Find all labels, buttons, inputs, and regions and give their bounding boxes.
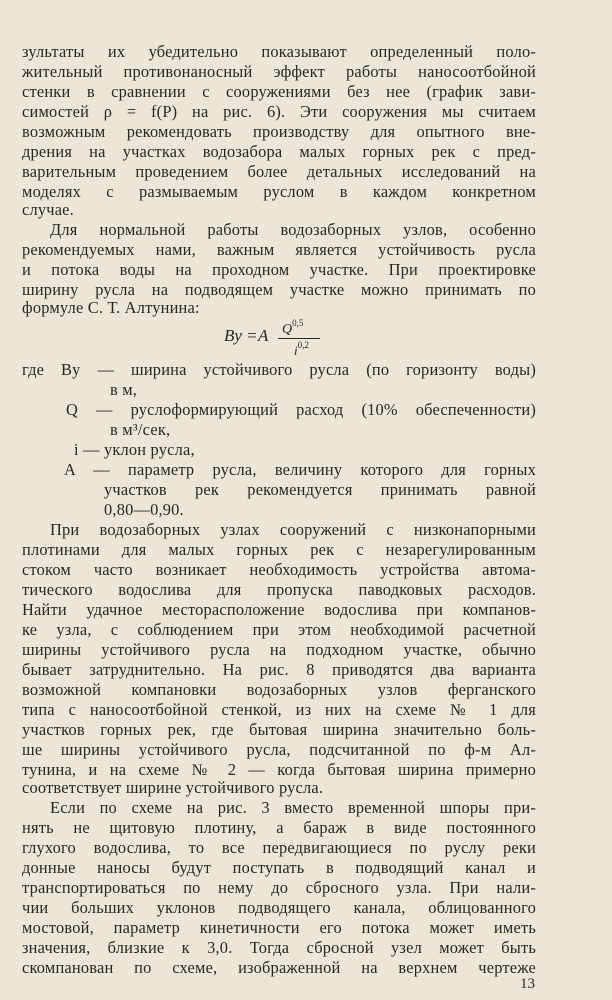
definition-line: в м, bbox=[110, 380, 138, 399]
text-line: жительный противонаносный эффект работы наносоотбойной bbox=[22, 62, 536, 81]
text-line: и потока воды на проходном участке. При проектировке bbox=[22, 260, 536, 279]
text-line: нять не щитовую плотину, а бараж в виде постоянного bbox=[22, 818, 536, 837]
text-line: стоком часто возникает необходимость устройства автома- bbox=[22, 560, 536, 579]
definition-line: в м³/сек, bbox=[110, 420, 171, 439]
text-line: ширину русла на подводящем участке можно принимать по bbox=[22, 280, 536, 299]
text-line: рекомендуемых нами, важным является устойчивость русла bbox=[22, 240, 536, 259]
text-line: донные наносы будут поступать в подводящий канал и bbox=[22, 858, 536, 877]
page-number: 13 bbox=[520, 976, 535, 992]
formula-denominator: $i^{0,2}$ bbox=[294, 340, 309, 358]
text-line: участков горных рек, где бытовая ширина значительно боль- bbox=[22, 720, 536, 739]
text-line: дрения на участках водозабора малых горных рек с пред- bbox=[22, 142, 536, 161]
text-line: При водозаборных узлах сооружений с низконапорными bbox=[50, 520, 536, 539]
text-line: варительным проведением более детальных исследований на bbox=[22, 162, 536, 181]
text-line: чии больших уклонов подводящего канала, облицованного bbox=[22, 898, 536, 917]
text-line: формуле С. Т. Алтунина: bbox=[22, 298, 200, 317]
text-line: типа с наносоотбойной стенкой, из них на схеме № 1 для bbox=[22, 700, 536, 719]
fraction-bar bbox=[278, 338, 320, 339]
text-line: ке узла, с соблюдением при этом необходимой расчетной bbox=[22, 620, 536, 639]
definition-line: 0,80—0,90. bbox=[104, 500, 184, 519]
formula-lhs: Bу = bbox=[224, 326, 258, 345]
text-line: ше ширины устойчивого русла, подсчитанной по ф-м Ал- bbox=[22, 740, 536, 759]
text-line: мостовой, параметр кинетичности его потока может иметь bbox=[22, 918, 536, 937]
definition-line: где Bу — ширина устойчивого русла (по горизонту воды) bbox=[22, 360, 536, 379]
text-line: тунина, и на схеме № 2 — когда бытовая ширина примерно bbox=[22, 760, 536, 779]
text-line: ширины устойчивого русла на подходном участке, обычно bbox=[22, 640, 536, 659]
definition-line: i — уклон русла, bbox=[74, 440, 195, 459]
text-line: плотинами для малых горных рек с незарегулированным bbox=[22, 540, 536, 559]
text-line: Для нормальной работы водозаборных узлов, особенно bbox=[50, 220, 536, 239]
definition-line: участков рек рекомендуется принимать равной bbox=[104, 480, 536, 499]
text-line: Если по схеме на рис. 3 вместо временной шпоры при- bbox=[50, 798, 536, 817]
text-line: возможным рекомендовать производству для опытного вне- bbox=[22, 122, 536, 141]
text-line: значения, близкие к 3,0. Тогда сбросной узел может быть bbox=[22, 938, 536, 957]
text-line: случае. bbox=[22, 200, 74, 219]
text-line: стенки в сравнении с сооружениями без нее (график зави- bbox=[22, 82, 536, 101]
text-line: симостей ρ = f(P) на рис. 6). Эти сооружения мы считаем bbox=[22, 102, 536, 121]
text-line: зультаты их убедительно показывают определенный поло- bbox=[22, 42, 536, 61]
definition-line: Q — руслоформирующий расход (10% обеспеченности) bbox=[66, 400, 536, 419]
text-line: соответствует ширине устойчивого русла. bbox=[22, 778, 324, 797]
formula-numerator: Q$^{0,5}$ bbox=[282, 318, 304, 337]
text-line: Найти удачное месторасположение водослива при компанов- bbox=[22, 600, 536, 619]
text-line: моделях с размываемым руслом в каждом конкретном bbox=[22, 182, 536, 201]
altunin-formula bbox=[0, 310, 612, 360]
text-line: тического водослива для пропуска паводковых расходов. bbox=[22, 580, 536, 599]
text-line: глухого водослива, то все передвигающиеся по руслу реки bbox=[22, 838, 536, 857]
text-line: возможной компановки водозаборных узлов ферганского bbox=[22, 680, 536, 699]
text-line: скомпанован по схеме, изображенной на верхнем чертеже bbox=[22, 958, 536, 977]
text-line: бывает затруднительно. На рис. 8 приводятся два варианта bbox=[22, 660, 536, 679]
text-line: транспортироваться по нему до сбросного узла. При нали- bbox=[22, 878, 536, 897]
formula-coefficient: A bbox=[258, 326, 269, 345]
definition-line: A — параметр русла, величину которого для горных bbox=[64, 460, 536, 479]
